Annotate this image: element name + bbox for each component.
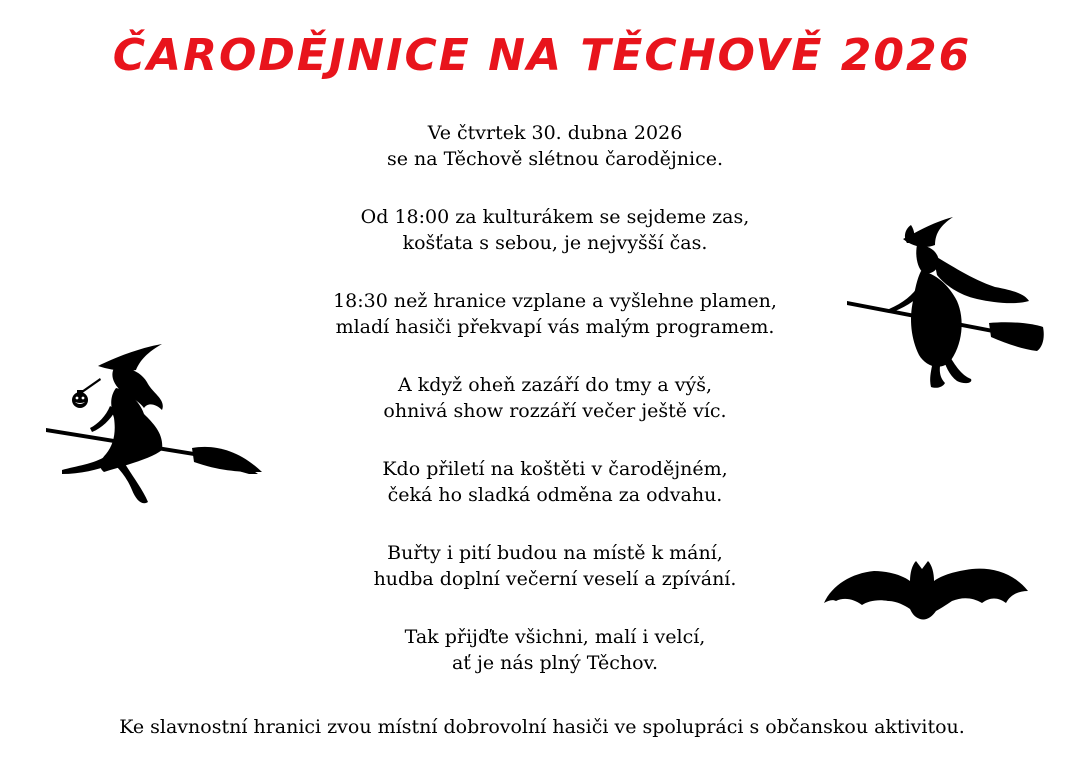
stanza-7 <box>255 624 855 676</box>
stanza-line: Ve čtvrtek 30. dubna 2026 <box>427 122 683 144</box>
stanza-5 <box>255 456 855 508</box>
stanza-line: hudba doplní večerní veselí a zpívání. <box>373 568 737 590</box>
stanza-line: A když oheň zazáří do tmy a výš, <box>398 374 712 396</box>
stanza-line: 18:30 než hranice vzplane a vyšlehne plamen, <box>333 290 777 312</box>
stanza-1 <box>255 120 855 172</box>
stanza-line: Buřty i pití budou na místě k mání, <box>387 542 723 564</box>
stanza-6 <box>255 540 855 592</box>
page-title: ČARODĚJNICE NA TĚCHOVĚ 2026 <box>112 30 972 81</box>
stanza-line: Tak přijďte všichni, malí i velcí, <box>404 626 706 648</box>
bat-icon <box>822 545 1030 623</box>
stanza-3 <box>255 288 855 340</box>
poem <box>255 120 855 708</box>
stanza-line: mladí hasiči překvapí vás malým programem. <box>335 316 775 338</box>
stanza-line: košťata s sebou, je nejvyšší čas. <box>402 232 708 254</box>
stanza-line: Od 18:00 za kulturákem se sejdeme zas, <box>360 206 750 228</box>
witch-on-broom-with-lantern-icon <box>44 340 266 512</box>
stanza-4 <box>255 372 855 424</box>
stanza-line: ohnivá show rozzáří večer ještě víc. <box>383 400 727 422</box>
stanza-line: Kdo přiletí na koštěti v čarodějném, <box>382 458 728 480</box>
footer-note: Ke slavnostní hranici zvou místní dobrovolní hasiči ve spolupráci s občanskou aktivitou. <box>119 716 965 738</box>
stanza-line: ať je nás plný Těchov. <box>451 652 659 674</box>
stanza-2 <box>255 204 855 256</box>
witch-on-broom-icon <box>845 215 1047 393</box>
stanza-line: čeká ho sladká odměna za odvahu. <box>387 484 723 506</box>
stanza-line: se na Těchově slétnou čarodějnice. <box>386 148 724 170</box>
